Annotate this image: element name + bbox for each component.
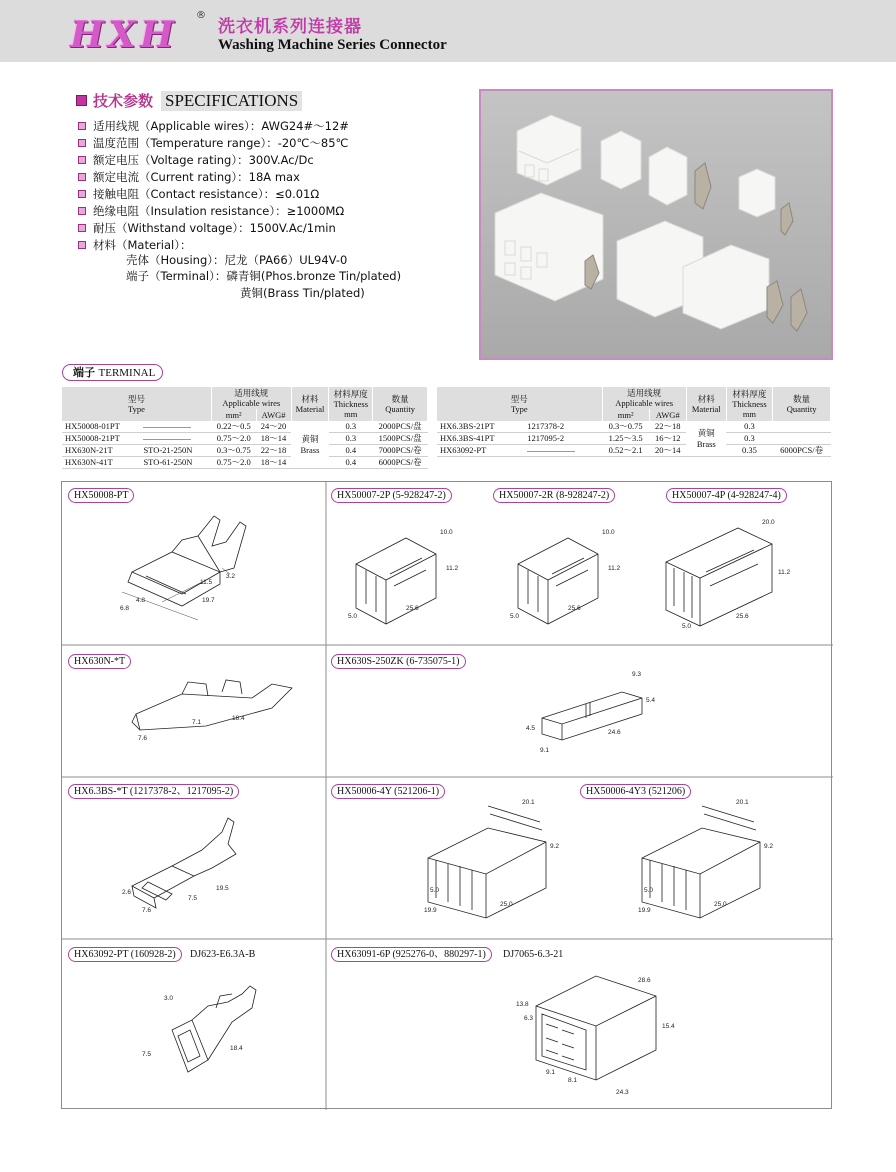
table-row: HX50008-21PT 0.75～2.0 18～14 0.3 1500PCS/盘 (62, 433, 428, 445)
connector-photo-icon (481, 91, 831, 358)
svg-text:9.3: 9.3 (632, 671, 642, 678)
material-brass: 黄铜(Brass Tin/plated) (240, 286, 365, 300)
svg-text:18.4: 18.4 (232, 715, 245, 722)
svg-text:10.0: 10.0 (602, 529, 615, 536)
terminal-table-left (62, 387, 428, 469)
material-cell: 黄铜 Brass (291, 421, 329, 469)
svg-text:9.2: 9.2 (764, 843, 774, 850)
dim-label: 4.8 (136, 597, 146, 604)
header-bar (0, 0, 896, 62)
col-mm2: mm² (211, 409, 256, 421)
drawing-tag-hx630s-250zk: HX630S-250ZK (6-735075-1) (331, 654, 466, 669)
drawings-grid (61, 481, 832, 1109)
drawing-tag-hx6-3bs-t: HX6.3BS-*T (1217378-2、1217095-2) (68, 784, 239, 799)
svg-text:5.4: 5.4 (646, 697, 656, 704)
table-row: HX630N-41T STO-61-250N 0.75～2.0 18～14 0.4 6000PCS/卷 (62, 457, 428, 469)
page-title-cn: 洗衣机系列连接器 (218, 17, 362, 37)
svg-text:20.1: 20.1 (522, 799, 535, 806)
svg-text:28.6: 28.6 (638, 977, 651, 984)
svg-text:11.2: 11.2 (608, 565, 621, 572)
specifications-heading (76, 90, 302, 111)
spec-item: 材料（Material）： (78, 236, 349, 253)
drawing-note-dj7065: DJ7065-6.3-21 (503, 949, 564, 960)
svg-text:19.5: 19.5 (216, 885, 229, 892)
drawing-note-dj623: DJ623-E6.3A-B (190, 949, 256, 960)
svg-text:3.0: 3.0 (164, 995, 174, 1002)
square-bullet-icon (78, 207, 86, 215)
housing-drawing-icon (632, 798, 802, 928)
svg-text:13.8: 13.8 (516, 1001, 529, 1008)
drawing-tag-hx630n-t: HX630N-*T (68, 654, 131, 669)
col-awg: AWG# (649, 409, 686, 421)
specifications-heading-en: SPECIFICATIONS (161, 91, 302, 111)
svg-text:15.4: 15.4 (662, 1023, 675, 1030)
svg-text:25.6: 25.6 (736, 613, 749, 620)
dim-label: 3.2 (226, 573, 236, 580)
spec-item: 接触电阻（Contact resistance）：≤0.01Ω (78, 185, 349, 202)
col-type: 型号 Type (62, 387, 211, 421)
svg-text:18.4: 18.4 (230, 1045, 243, 1052)
table-row: HX630N-21T STO-21-250N 0.3～0.75 22～18 0.4 7000PCS/卷 (62, 445, 428, 457)
connector-product-photo (479, 89, 833, 360)
svg-text:5.0: 5.0 (430, 887, 440, 894)
table-row: HX6.3BS-21PT 1217378-2 0.3～0.75 22～18 黄铜 Brass 0.3 (437, 421, 831, 433)
col-quantity: 数量 Quantity (373, 387, 428, 421)
drawing-tag-hx63091-6p: HX63091-6P (925276-0、880297-1) (331, 947, 492, 962)
terminal-drawing-icon (132, 976, 302, 1086)
svg-text:19.9: 19.9 (638, 907, 651, 914)
drawing-tag-hx50007-4p: HX50007-4P (4-928247-4) (666, 488, 787, 503)
square-bullet-icon (78, 156, 86, 164)
svg-text:7.5: 7.5 (142, 1051, 152, 1058)
housing-drawing-icon (506, 966, 706, 1101)
registered-mark: ® (196, 10, 206, 21)
spec-item: 绝缘电阻（Insulation resistance）：≥1000MΩ (78, 202, 349, 219)
drawing-tag-hx50006-4y3: HX50006-4Y3 (521206) (580, 784, 691, 799)
svg-text:8.1: 8.1 (568, 1077, 578, 1084)
cover-drawing-icon (522, 668, 672, 764)
page-title-en: Washing Machine Series Connector (218, 37, 447, 53)
material-terminal: 端子（Terminal）：磷青铜(Phos.bronze Tin/plated) (126, 269, 402, 283)
col-awg: AWG# (256, 409, 291, 421)
drawing-tag-hx50007-2r: HX50007-2R (8-928247-2) (493, 488, 615, 503)
specifications-heading-cn: 技术参数 (93, 92, 154, 110)
svg-text:5.0: 5.0 (348, 613, 358, 620)
col-wires: 适用线规 Applicable wires (602, 387, 686, 409)
square-bullet-icon (76, 95, 87, 106)
svg-text:5.0: 5.0 (644, 887, 654, 894)
svg-text:4.5: 4.5 (526, 725, 536, 732)
svg-text:7.1: 7.1 (192, 719, 202, 726)
svg-text:11.2: 11.2 (446, 565, 459, 572)
square-bullet-icon (78, 190, 86, 198)
housing-drawing-icon (508, 514, 638, 624)
svg-text:24.3: 24.3 (616, 1089, 629, 1096)
spec-item: 耐压（Withstand voltage）：1500V.Ac/1min (78, 219, 349, 236)
svg-text:5.0: 5.0 (510, 613, 520, 620)
table-row: HX50008-01PT 0.22～0.5 24～20 黄铜 Brass 0.3 2000PCS/盘 (62, 421, 428, 433)
col-quantity: 数量 Quantity (773, 387, 831, 421)
terminal-table-right (437, 387, 831, 457)
spec-item: 适用线规（Applicable wires）：AWG24#～12# (78, 117, 349, 134)
square-bullet-icon (78, 139, 86, 147)
terminal-section-label: 端子 TERMINAL (62, 364, 163, 381)
square-bullet-icon (78, 122, 86, 130)
square-bullet-icon (78, 224, 86, 232)
svg-text:19.9: 19.9 (424, 907, 437, 914)
terminal-drawing-icon (112, 814, 292, 924)
table-row: HX63092-PT 0.52～2.1 20～14 0.35 6000PCS/卷 (437, 445, 831, 457)
spec-item: 额定电流（Current rating）：18A max (78, 168, 349, 185)
col-type: 型号 Type (437, 387, 602, 421)
svg-text:9.2: 9.2 (550, 843, 560, 850)
housing-drawing-icon (346, 514, 476, 624)
svg-text:7.5: 7.5 (188, 895, 198, 902)
drawing-tag-hx50006-4y: HX50006-4Y (521206-1) (331, 784, 445, 799)
col-mm2: mm² (602, 409, 649, 421)
col-material: 材料 Material (291, 387, 329, 421)
svg-text:25.0: 25.0 (714, 901, 727, 908)
terminal-drawing-icon (102, 512, 302, 622)
svg-text:25.6: 25.6 (406, 605, 419, 612)
specifications-list (78, 117, 349, 253)
svg-text:20.1: 20.1 (736, 799, 749, 806)
drawing-tag-hx50007-2p: HX50007-2P (5-928247-2) (331, 488, 452, 503)
drawing-tag-hx63092-pt: HX63092-PT (160928-2) (68, 947, 182, 962)
svg-text:25.6: 25.6 (568, 605, 581, 612)
svg-text:7.6: 7.6 (138, 735, 148, 742)
col-thickness: 材料厚度 Thickness mm (726, 387, 773, 421)
terminal-drawing-icon (122, 678, 302, 748)
housing-drawing-icon (418, 798, 588, 928)
brand-logo: HXH (70, 14, 178, 56)
dim-label: 11.5 (200, 579, 213, 586)
housing-drawing-icon (658, 516, 808, 636)
svg-text:25.0: 25.0 (500, 901, 513, 908)
svg-text:24.6: 24.6 (608, 729, 621, 736)
spec-item: 额定电压（Voltage rating）：300V.Ac/Dc (78, 151, 349, 168)
col-material: 材料 Material (686, 387, 726, 421)
material-housing: 壳体（Housing）：尼龙（PA66）UL94V-0 (126, 253, 348, 267)
svg-text:20.0: 20.0 (762, 519, 775, 526)
square-bullet-icon (78, 173, 86, 181)
svg-text:5.0: 5.0 (682, 623, 692, 630)
svg-text:9.1: 9.1 (546, 1069, 556, 1076)
table-row: HX6.3BS-41PT 1217095-2 1.25～3.5 16～12 0.3 (437, 433, 831, 445)
svg-text:9.1: 9.1 (540, 747, 550, 754)
svg-text:6.3: 6.3 (524, 1015, 534, 1022)
dim-label: 19.7 (202, 597, 215, 604)
svg-text:11.2: 11.2 (778, 569, 791, 576)
dim-label: 6.8 (120, 605, 130, 612)
svg-text:10.0: 10.0 (440, 529, 453, 536)
spec-item: 温度范围（Temperature range）：-20℃～85℃ (78, 134, 349, 151)
material-cell: 黄铜 Brass (686, 421, 726, 457)
col-thickness: 材料厚度 Thickness mm (329, 387, 373, 421)
square-bullet-icon (78, 241, 86, 249)
svg-text:2.6: 2.6 (122, 889, 132, 896)
svg-text:7.6: 7.6 (142, 907, 152, 914)
drawing-tag-hx50008-pt: HX50008-PT (68, 488, 134, 503)
col-wires: 适用线规 Applicable wires (211, 387, 291, 409)
